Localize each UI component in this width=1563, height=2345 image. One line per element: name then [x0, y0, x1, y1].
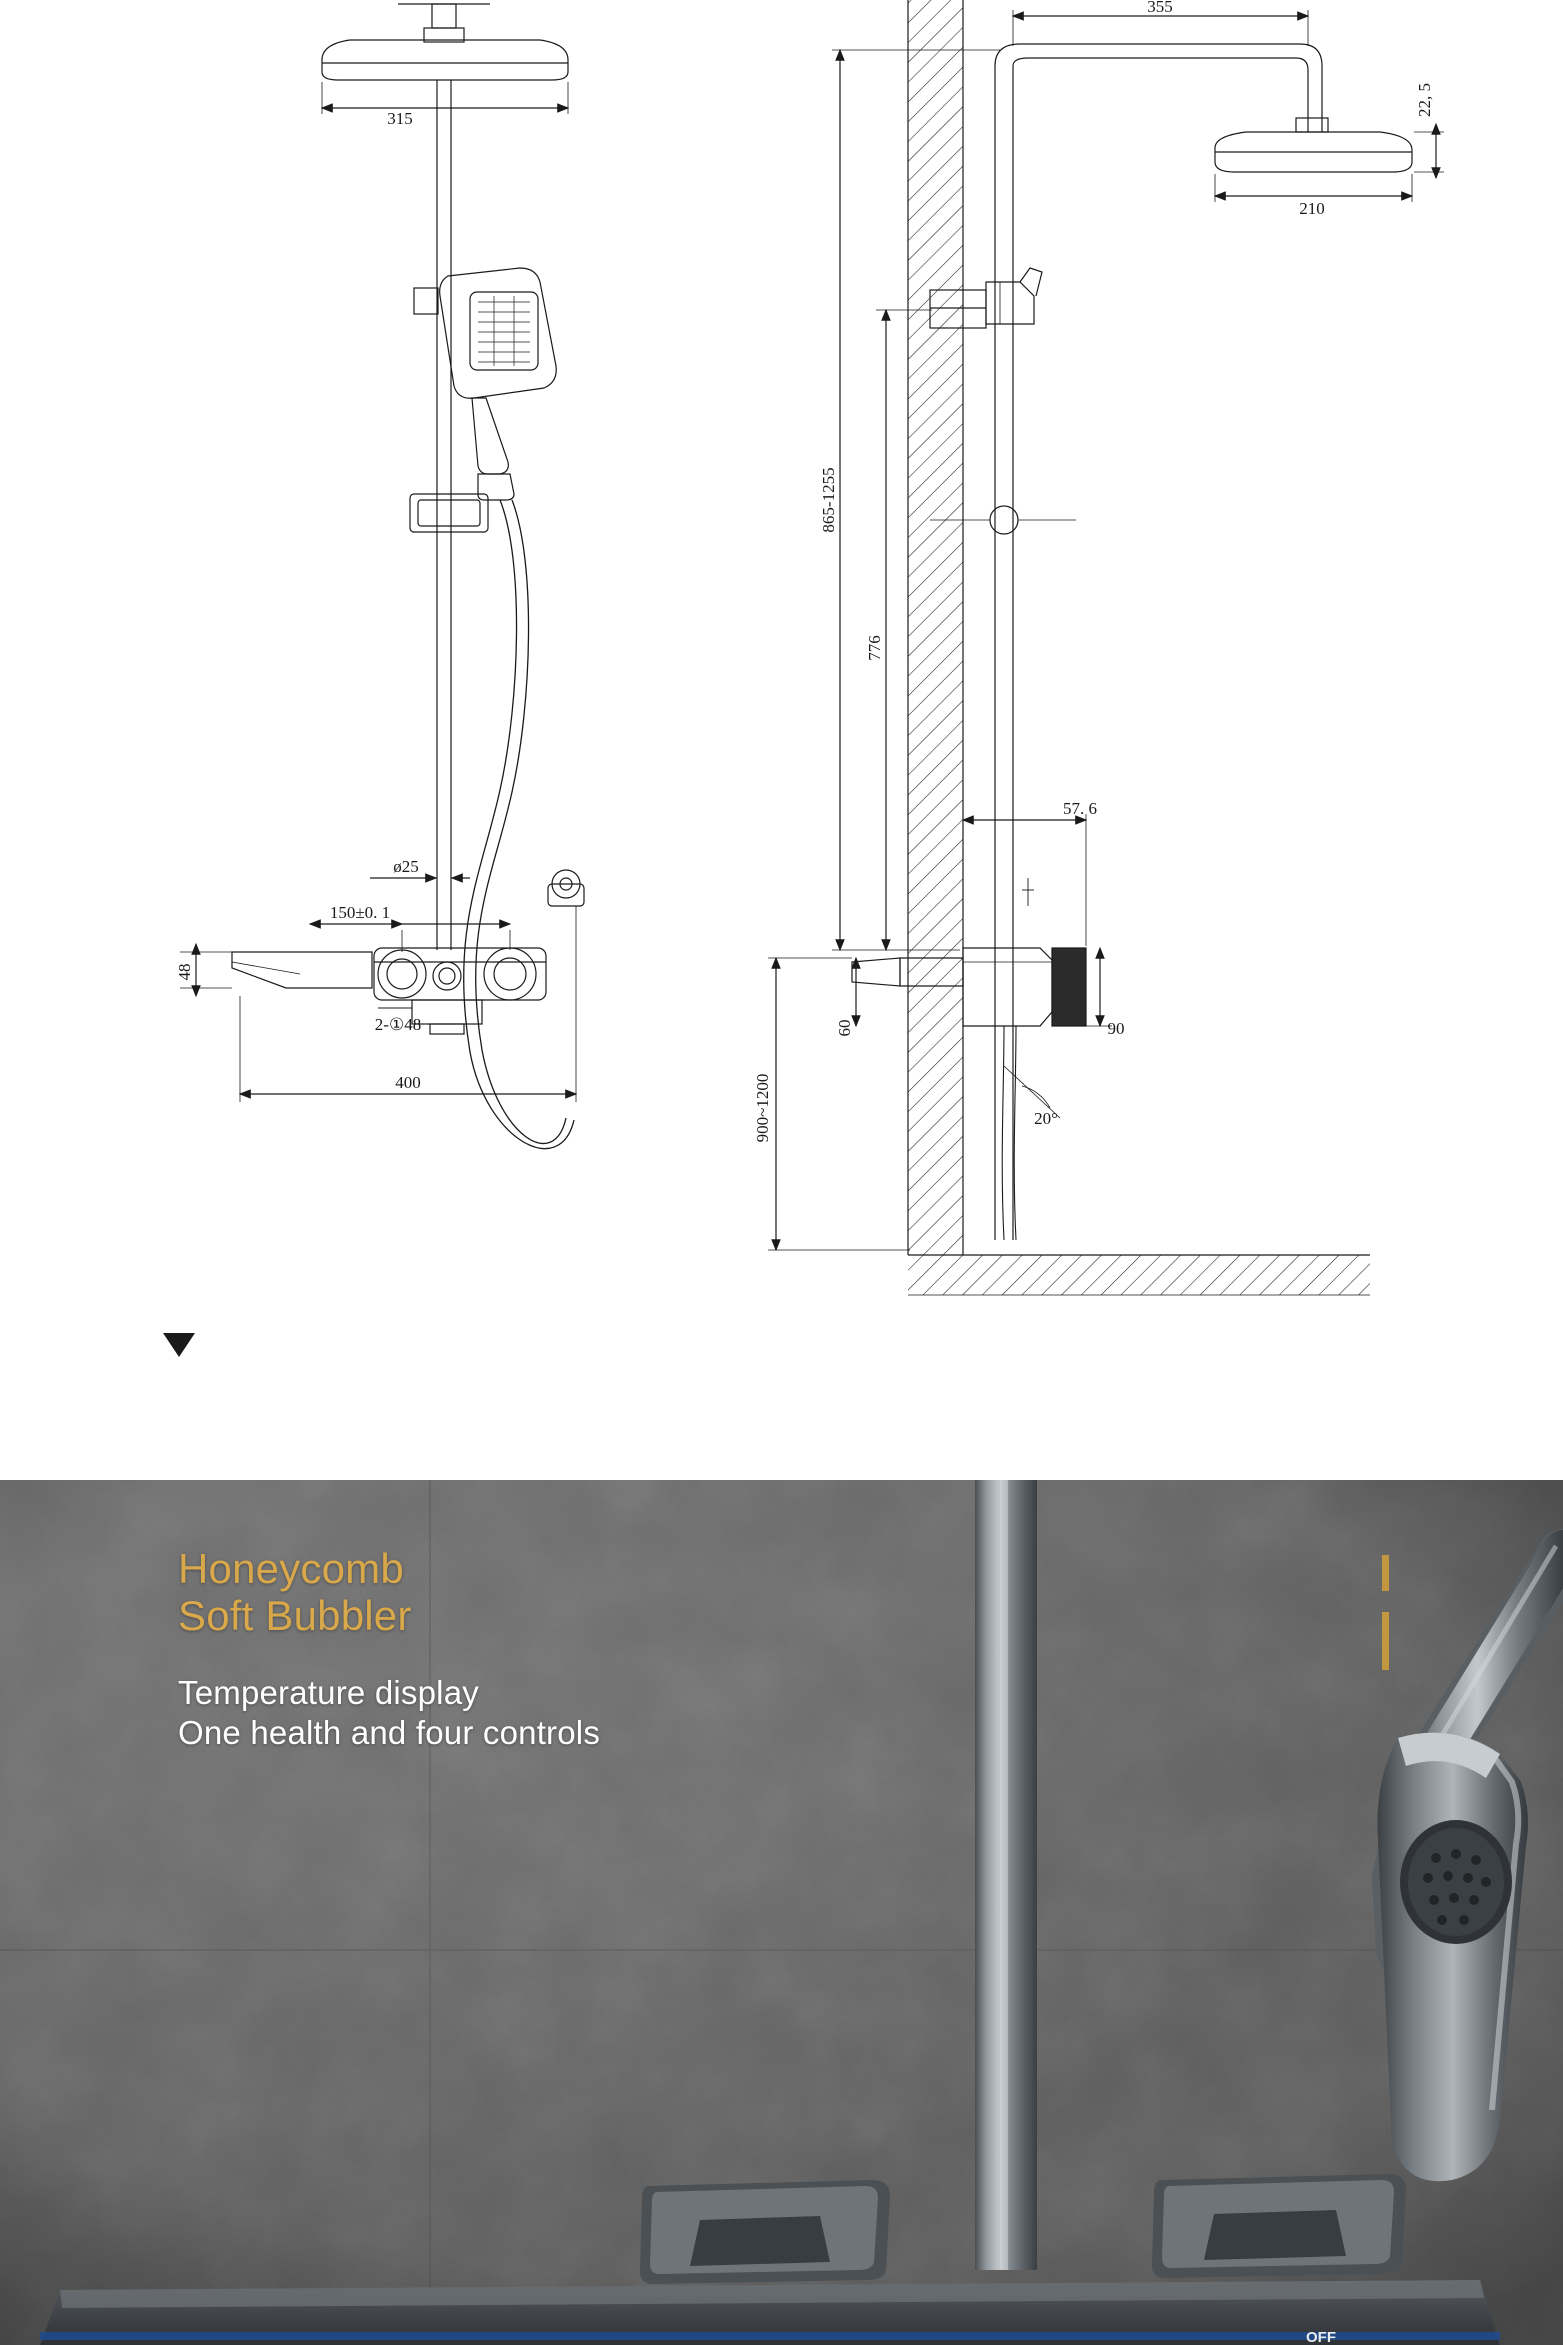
dim-head-thickness: 22, 5	[1415, 83, 1434, 117]
dim-slide-range: 865-1255	[819, 467, 838, 533]
subhead-line-2: One health and four controls	[178, 1714, 601, 1752]
subhead-line-1: Temperature display	[178, 1674, 479, 1712]
scroll-down-arrow-icon	[163, 1333, 195, 1357]
dim-riser-diameter: ø25	[393, 857, 419, 876]
headline-gold	[178, 1545, 600, 1639]
dim-install-height: 900~1200	[753, 1073, 772, 1143]
dim-riser-height: 776	[865, 635, 884, 661]
dim-head-diameter: 210	[1299, 199, 1325, 218]
control-off-label: OFF	[1306, 2329, 1336, 2345]
gold-accent-mark-2	[1382, 1612, 1389, 1670]
control-knob-right	[1152, 2174, 1406, 2278]
dim-arm-projection: 355	[1147, 0, 1173, 16]
product-photo-section	[0, 1480, 1563, 2345]
dim-overall-width: 400	[395, 1073, 421, 1092]
gold-accent-mark-1	[1382, 1555, 1389, 1591]
dim-wall-offset: 60	[835, 1019, 854, 1037]
subhead-white	[178, 1673, 600, 1754]
dim-spout-angle: 20°	[1034, 1109, 1058, 1128]
photo-caption-block	[178, 1545, 600, 1754]
shelf-tray	[40, 2280, 1500, 2345]
dim-valve-depth: 90	[1107, 1019, 1125, 1038]
headline-gold-line-2: Soft Bubbler	[178, 1592, 412, 1640]
dim-spout-height: 48	[175, 963, 194, 981]
headline-gold-line-1: Honeycomb	[178, 1545, 404, 1592]
dim-showerhead-width: 315	[387, 109, 413, 128]
control-knob-left	[640, 2180, 890, 2284]
dim-inlet-spacing: 150±0. 1	[329, 903, 391, 922]
dim-body-projection: 57. 6	[1063, 799, 1097, 818]
dim-mounting-holes: 2-①48	[374, 1015, 422, 1034]
